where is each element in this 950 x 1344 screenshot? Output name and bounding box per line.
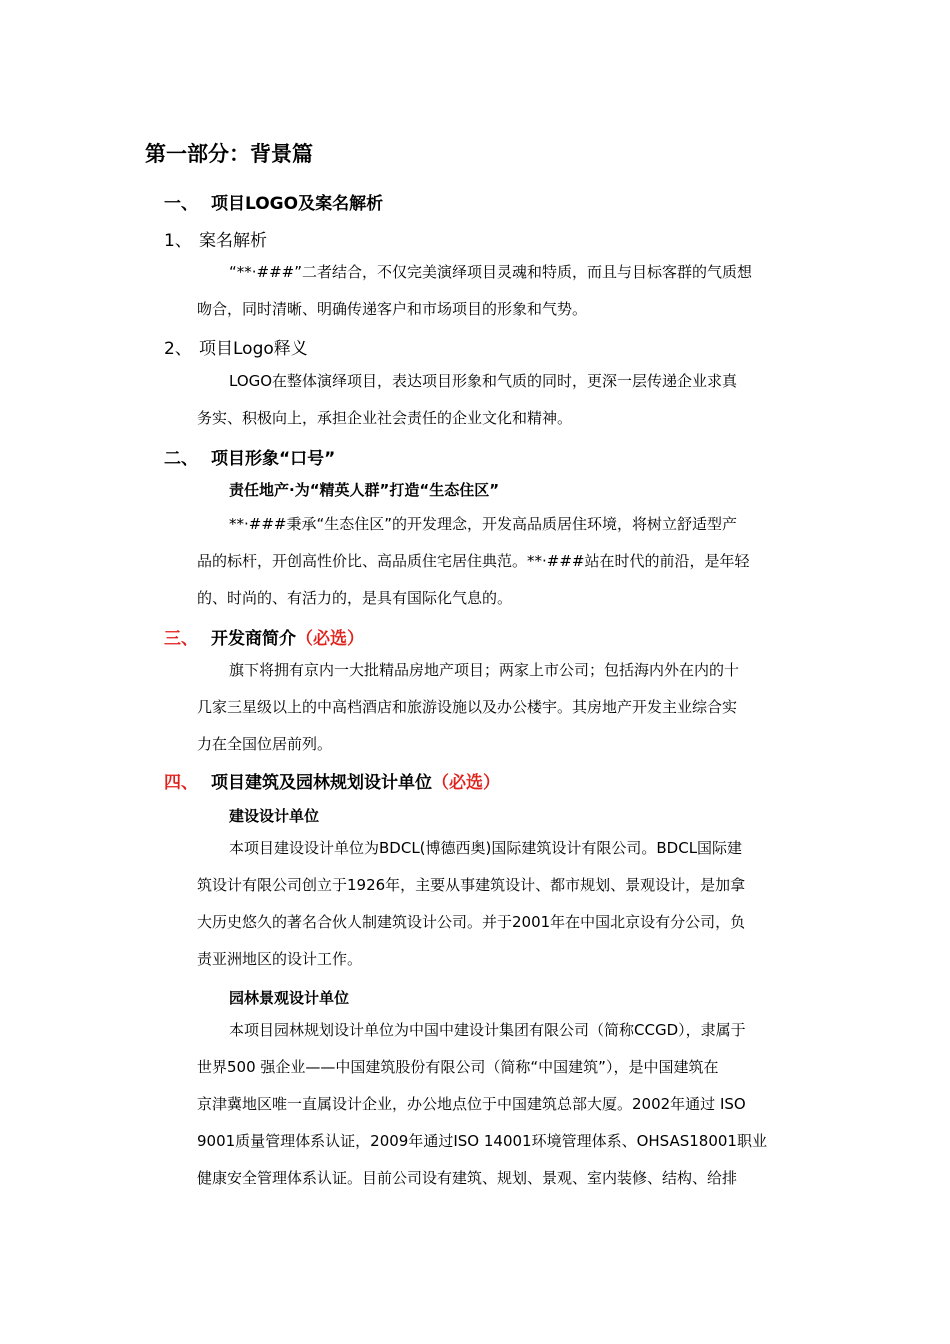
section-4-title: 项目建筑及园林规划设计单位 bbox=[211, 773, 432, 793]
text-line: 务实、积极向上，承担企业社会责任的企业文化和精神。 bbox=[197, 409, 573, 427]
part-title: 第一部分：背景篇 bbox=[145, 142, 313, 166]
text-line: 健康安全管理体系认证。目前公司设有建筑、规划、景观、室内装修、结构、给排 bbox=[197, 1169, 738, 1187]
subsection-1-1-heading bbox=[164, 226, 267, 251]
section-2-title: 项目形象“口号” bbox=[211, 449, 336, 469]
required-tag: （必选） bbox=[432, 773, 500, 793]
section-1-heading bbox=[164, 189, 383, 214]
subsection-1-2-number: 2、 bbox=[164, 339, 192, 359]
text-line: 筑设计有限公司创立于1926年，主要从事建筑设计、都市规划、景观设计，是加拿 bbox=[197, 876, 746, 894]
subsection-1-2-title: 项目Logo释义 bbox=[199, 339, 308, 359]
text-line: 本项目建设设计单位为BDCL(博德西奥)国际建筑设计有限公司。BDCL国际建 bbox=[229, 839, 743, 857]
subsection-1-2-heading bbox=[164, 334, 308, 359]
landscape-designer-heading: 园林景观设计单位 bbox=[229, 989, 350, 1007]
section-1-number: 一、 bbox=[164, 194, 198, 214]
section-1-title: 项目LOGO及案名解析 bbox=[211, 194, 384, 214]
text-line: 几家三星级以上的中高档酒店和旅游设施以及办公楼宇。其房地产开发主业综合实 bbox=[197, 698, 738, 716]
architecture-designer-heading: 建设设计单位 bbox=[229, 807, 320, 825]
section-2-number: 二、 bbox=[164, 449, 198, 469]
paragraph-logo-meaning bbox=[197, 363, 809, 437]
text-line: 京津冀地区唯一直属设计企业，办公地点位于中国建筑总部大厦。2002年通过 ISO bbox=[197, 1095, 746, 1113]
text-line: LOGO在整体演绎项目，表达项目形象和气质的同时，更深一层传递企业求真 bbox=[229, 372, 738, 390]
text-line: 的、时尚的、有活力的，是具有国际化气息的。 bbox=[197, 589, 513, 607]
required-tag: （必选） bbox=[296, 629, 364, 649]
text-line: 旗下将拥有京内一大批精品房地产项目；两家上市公司；包括海内外在内的十 bbox=[229, 661, 740, 679]
paragraph-landscape-designer bbox=[197, 1012, 809, 1197]
text-line: **·###秉承“生态住区”的开发理念，开发高品质居住环境，将树立舒适型产 bbox=[229, 515, 738, 533]
paragraph-architecture-designer bbox=[197, 830, 809, 978]
section-3-number: 三、 bbox=[164, 629, 198, 649]
text-line: 本项目园林规划设计单位为中国中建设计集团有限公司（简称CCGD），隶属于 bbox=[229, 1021, 746, 1039]
text-line: 9001质量管理体系认证，2009年通过ISO 14001环境管理体系、OHSAS18001职业 bbox=[197, 1132, 767, 1150]
text-line: 力在全国位居前列。 bbox=[197, 735, 333, 753]
text-line: 大历史悠久的著名合伙人制建筑设计公司。并于2001年在中国北京设有分公司，负 bbox=[197, 913, 746, 931]
paragraph-slogan bbox=[197, 506, 809, 617]
text-line: 世界500 强企业——中国建筑股份有限公司（简称“中国建筑”），是中国建筑在 bbox=[197, 1058, 719, 1076]
section-2-heading bbox=[164, 444, 335, 469]
subsection-1-1-number: 1、 bbox=[164, 231, 192, 251]
paragraph-developer bbox=[197, 652, 809, 763]
section-3-title: 开发商简介 bbox=[211, 629, 296, 649]
slogan: 责任地产·为“精英人群”打造“生态住区” bbox=[229, 481, 500, 499]
section-4-number: 四、 bbox=[164, 773, 198, 793]
section-4-heading bbox=[164, 768, 500, 793]
text-line: 吻合，同时清晰、明确传递客户和市场项目的形象和气势。 bbox=[197, 300, 588, 318]
text-line: 品的标杆，开创高性价比、高品质住宅居住典范。**·###站在时代的前沿，是年轻 bbox=[197, 552, 750, 570]
text-line: “**·###”二者结合，不仅完美演绎项目灵魂和特质，而且与目标客群的气质想 bbox=[229, 263, 753, 281]
subsection-1-1-title: 案名解析 bbox=[199, 231, 267, 251]
text-line: 责亚洲地区的设计工作。 bbox=[197, 950, 363, 968]
section-3-heading bbox=[164, 624, 364, 649]
paragraph-name-analysis bbox=[197, 254, 809, 328]
